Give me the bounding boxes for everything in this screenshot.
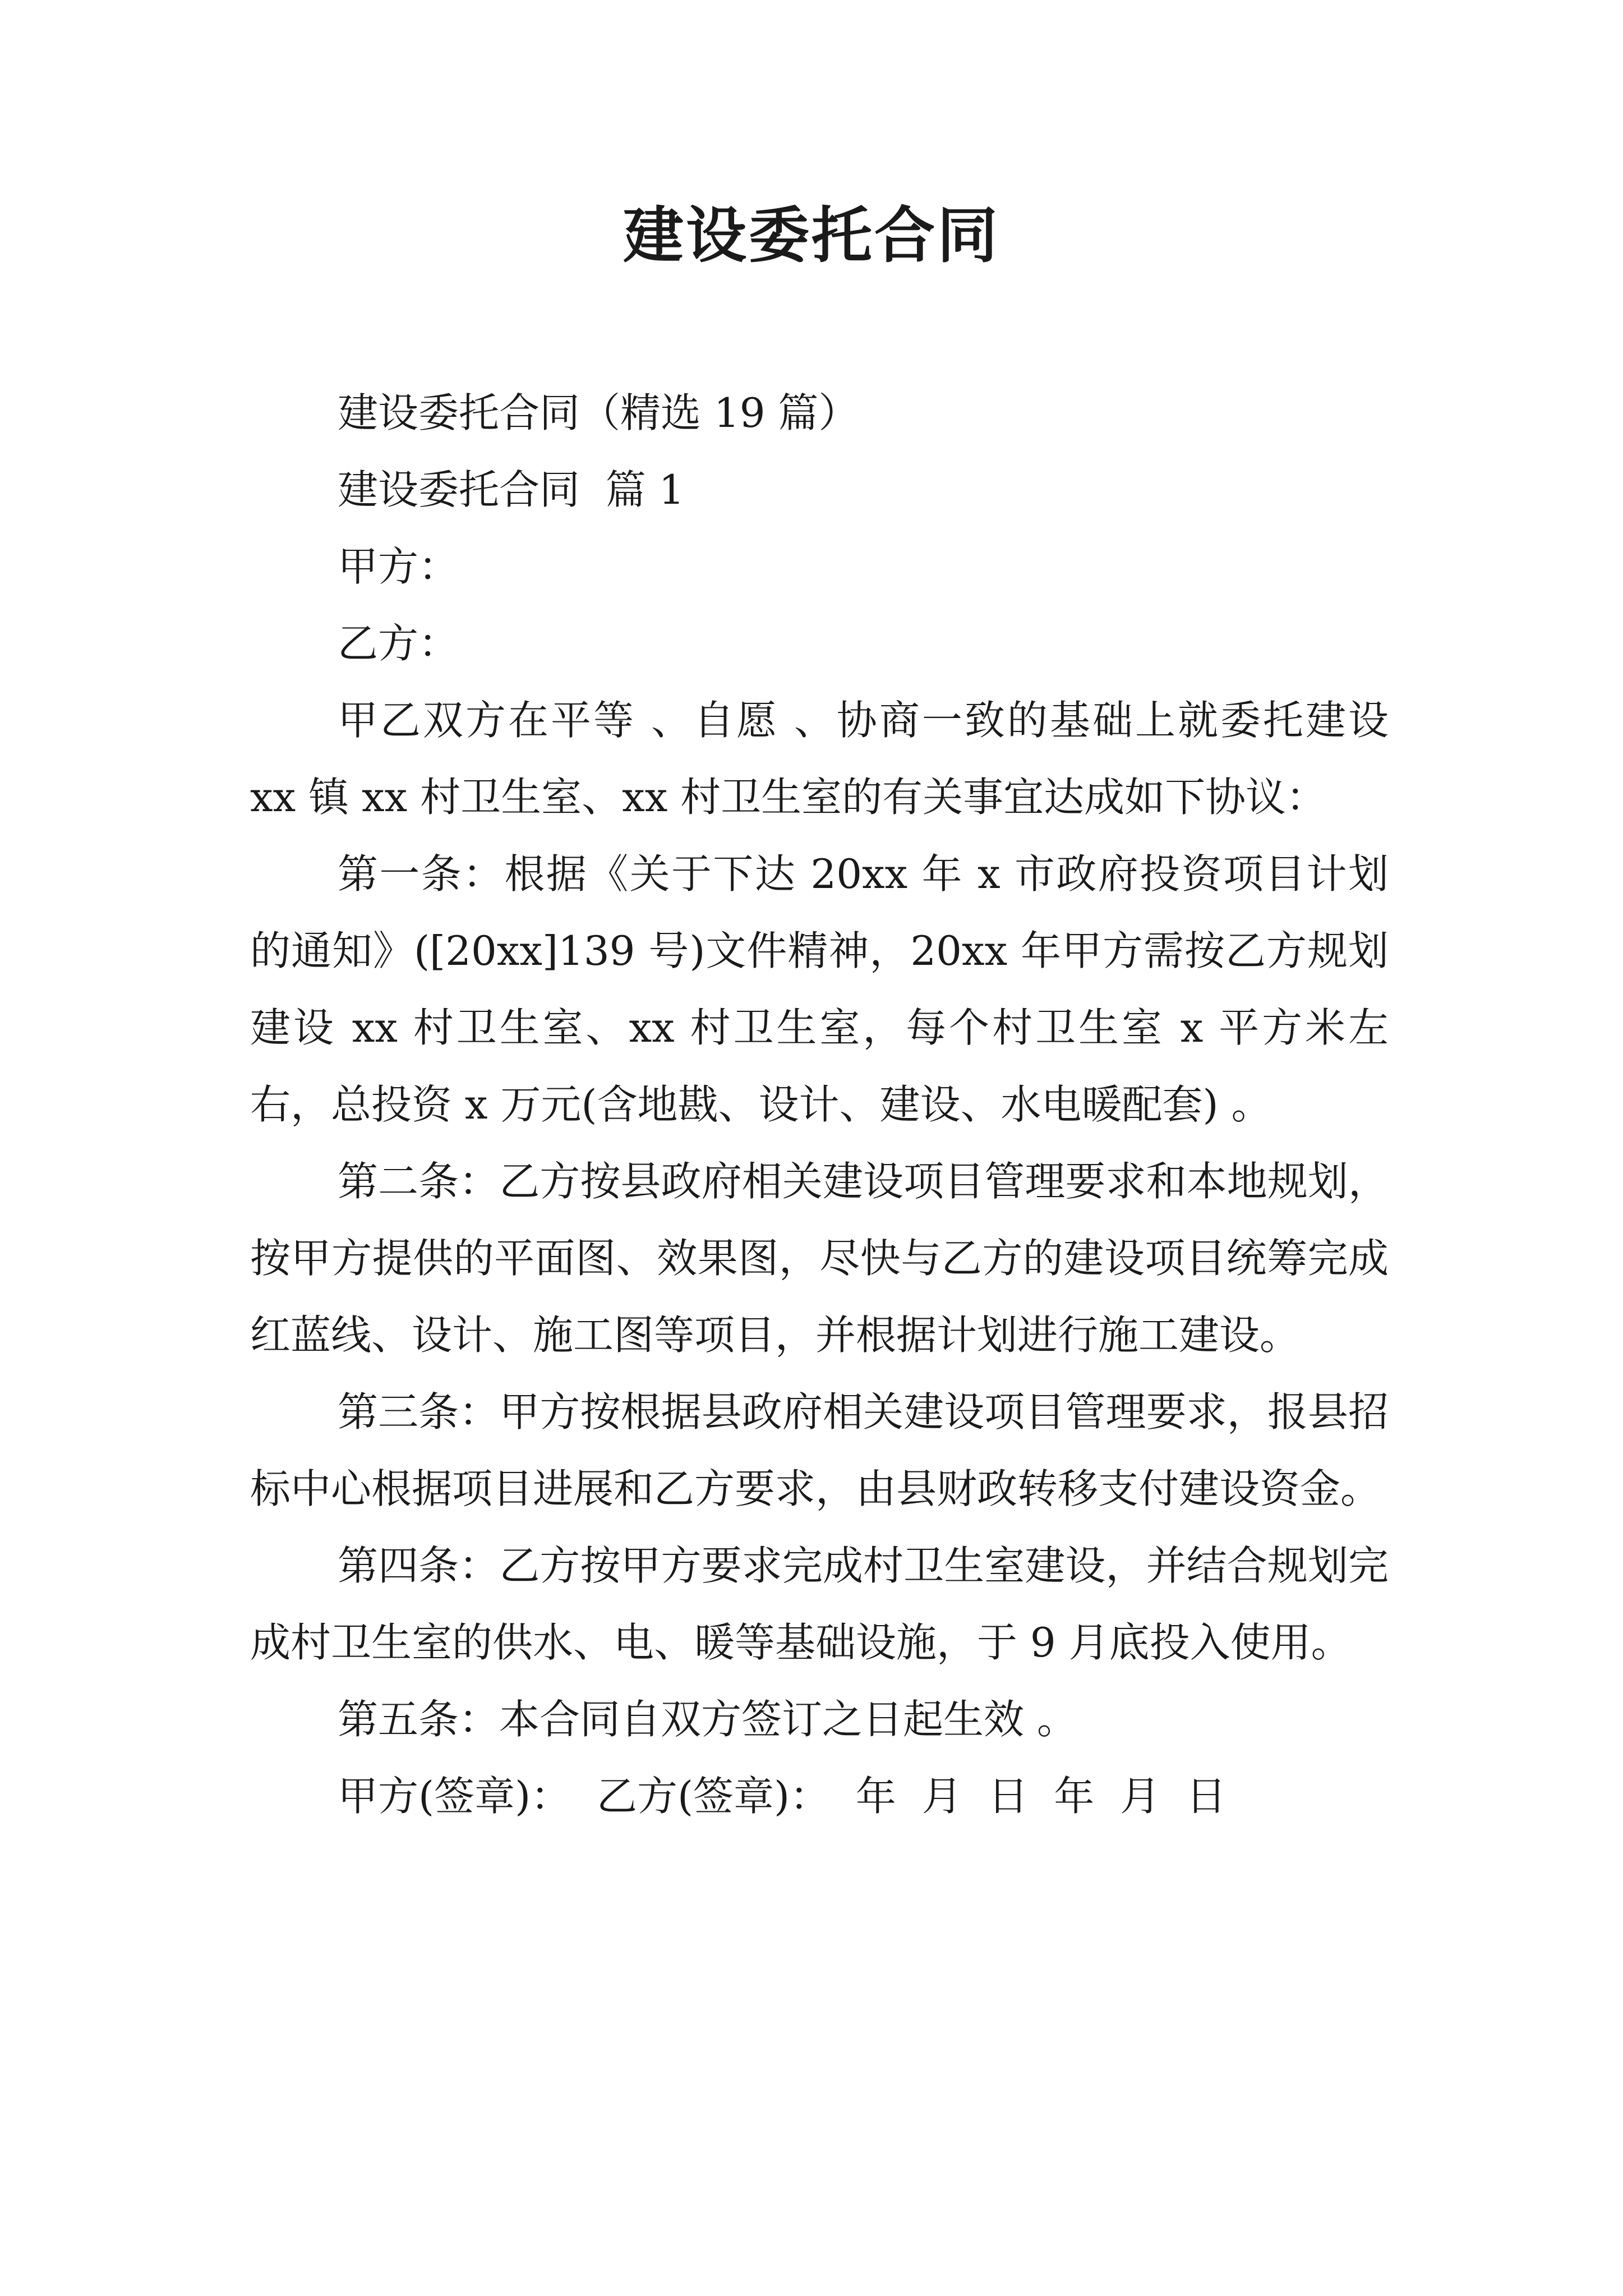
signature-line: 甲方(签章)： 乙方(签章)： 年 月 日 年 月 日 <box>338 1773 1227 1820</box>
article-3: 第三条：甲方按根据县政府相关建设项目管理要求，报县招标中心根据项目进展和乙方要求，由县财政转移支付建设资金。 <box>250 1388 1389 1512</box>
section-heading: 建设委托合同 篇 1 <box>338 466 685 513</box>
article-4: 第四条：乙方按甲方要求完成村卫生室建设，并结合规划完成村卫生室的供水、电、暖等基础设施，于 9 月底投入使用。 <box>250 1542 1389 1666</box>
article-5: 第五条：本合同自双方签订之日起生效 。 <box>338 1696 1077 1743</box>
document-body <box>250 375 1401 1835</box>
preamble-paragraph: 甲乙双方在平等 、自愿 、协商一致的基础上就委托建设 xx 镇 xx 村卫生室、xx 村卫生室的有关事宜达成如下协议： <box>250 697 1401 821</box>
party-b-line: 乙方： <box>338 620 459 667</box>
article-2: 第二条：乙方按县政府相关建设项目管理要求和本地规划，按甲方提供的平面图、效果图，尽快与乙方的建设项目统筹完成红蓝线、设计、施工图等项目，并根据计划进行施工建设。 <box>250 1158 1389 1359</box>
article-1: 第一条：根据《关于下达 20xx 年 x 市政府投资项目计划的通知》([20xx]139 号)文件精神，20xx 年甲方需按乙方规划建设 xx 村卫生室、xx 村卫生室，每个村卫生室 x 平方米左右，总投资 x 万元(含地戡、设计、建设、水电暖配套) 。 <box>250 850 1389 1128</box>
document-title: 建设委托合同 <box>623 200 1000 271</box>
collection-heading: 建设委托合同（精选 19 篇） <box>338 389 859 436</box>
party-a-line: 甲方： <box>338 543 459 590</box>
